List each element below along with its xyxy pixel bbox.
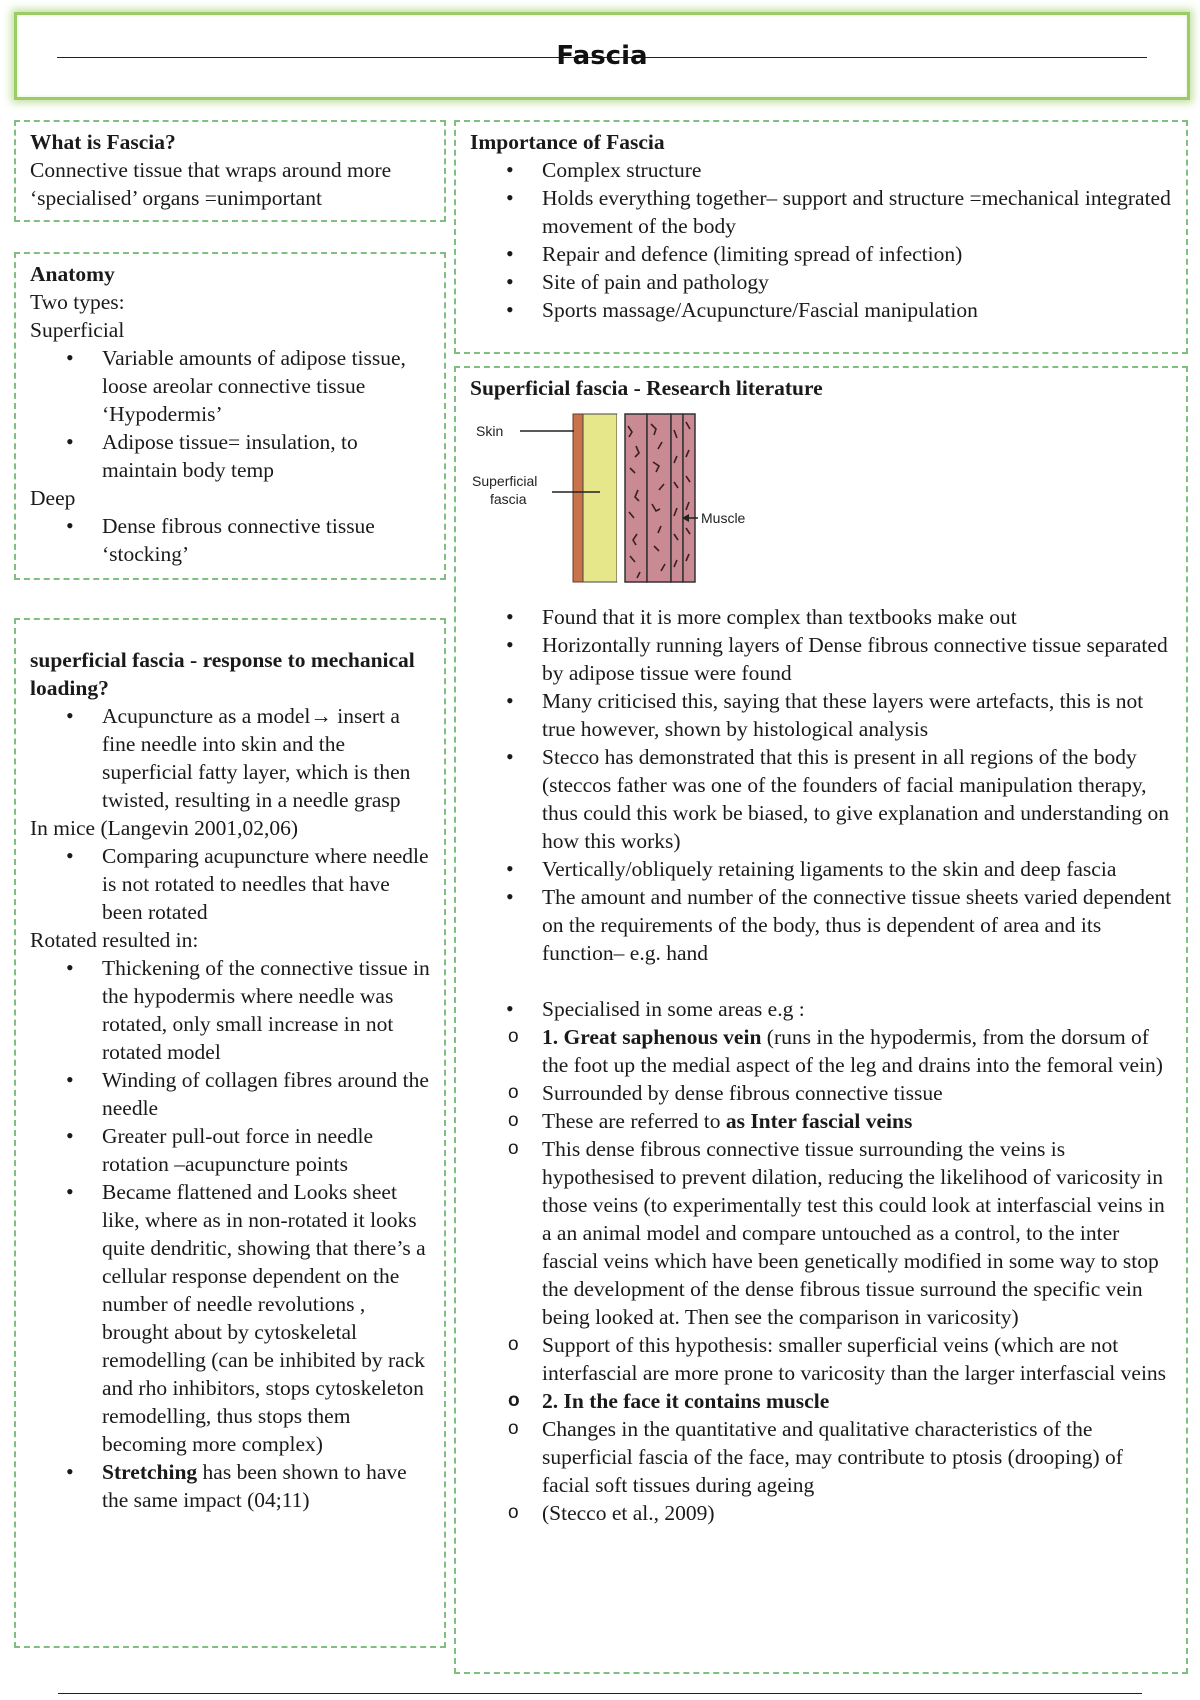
title-banner [14, 12, 1190, 100]
list-item: • Variable amounts of adipose tissue, loose areolar connective tissue ‘Hypodermis’ [102, 344, 430, 428]
list-item [542, 995, 1172, 1527]
label-superficial-fascia-2: fascia [490, 491, 527, 507]
research-findings-list [470, 603, 1172, 967]
fascia-gap [617, 414, 625, 582]
importance-box [454, 120, 1188, 354]
superficial-fascia-layer [583, 414, 617, 582]
deep-list [30, 512, 430, 568]
spacer [470, 967, 1172, 995]
specialised-text: Specialised in some areas e.g : [542, 997, 805, 1021]
sublist-item: o (Stecco et al., 2009) [542, 1499, 1172, 1527]
list-item: • Dense fibrous connective tissue ‘stocking’ [102, 512, 430, 568]
mechanical-loading-box [14, 618, 446, 1648]
sublist-item [542, 1023, 1172, 1079]
sublist-item: o Surrounded by dense fibrous connective tissue [542, 1079, 1172, 1107]
list-item: • Acupuncture as a model→ insert a fine needle into skin and the superficial fatty layer, which is then twisted, resulting in a needle grasp [102, 702, 430, 814]
sublist-item [542, 1387, 1172, 1415]
mechanical-heading: superficial fascia - response to mechanical loading? [30, 648, 415, 700]
referred-bold: as Inter fascial veins [725, 1109, 913, 1133]
list-item: • Complex structure [542, 156, 1172, 184]
list-item: • Repair and defence (limiting spread of infection) [542, 240, 1172, 268]
list-item: • The amount and number of the connective tissue sheets varied dependent on the requirements of the body, thus is dependent of area and its function– e.g. hand [542, 883, 1172, 967]
superficial-list [30, 344, 430, 484]
deep-label: Deep [30, 486, 76, 510]
list-item: • Holds everything together– support and structure =mechanical integrated movement of the body [542, 184, 1172, 240]
label-muscle: Muscle [701, 510, 746, 526]
rotated-results-list [30, 954, 430, 1514]
muscle-band [683, 414, 695, 582]
what-is-text: Connective tissue that wraps around more ‘specialised’ organs =unimportant [30, 158, 392, 210]
muscle-band [671, 414, 683, 582]
list-item: • Winding of collagen fibres around the needle [102, 1066, 430, 1122]
superficial-label: Superficial [30, 318, 125, 342]
sublist-item [542, 1107, 1172, 1135]
sublist-item: o Support of this hypothesis: smaller superficial veins (which are not interfascial are more prone to varicosity than the larger interfascial veins [542, 1331, 1172, 1387]
what-is-fascia-box [14, 120, 446, 222]
acupuncture-list [30, 702, 430, 814]
referred-text: These are referred to [542, 1109, 726, 1133]
research-heading: Superficial fascia - Research literature [470, 376, 823, 400]
importance-list [470, 156, 1172, 324]
stretching-bold: Stretching [102, 1460, 198, 1484]
sublist-item: o This dense fibrous connective tissue surrounding the veins is hypothesised to prevent dilation, reducing the likelihood of varicosity in those veins (to experimentally test this could look at interfascial veins in a an animal model and compare untouched as a control, to the inter fascial veins which have been genetically modified in some way to stop the development of the dense fibrous tissue surround the specific vein being looked at. Then see the comparison in varicosity) [542, 1135, 1172, 1331]
mice-label: In mice (Langevin 2001,02,06) [30, 816, 299, 840]
research-box [454, 366, 1188, 1674]
muscle-band [647, 414, 671, 582]
anatomy-box [14, 252, 446, 580]
list-item: • Site of pain and pathology [542, 268, 1172, 296]
specialised-list [470, 995, 1172, 1527]
specialised-sublist [470, 1023, 1172, 1527]
anatomy-intro: Two types: [30, 290, 125, 314]
gsv-bold: 1. Great saphenous vein [542, 1025, 762, 1049]
what-is-heading: What is Fascia? [30, 130, 176, 154]
list-item: • Stecco has demonstrated that this is present in all regions of the body (steccos father was one of the founders of facial manipulation therapy, thus could this work be biased, to give explanation and understanding on how this works) [542, 743, 1172, 855]
list-item: • Found that it is more complex than textbooks make out [542, 603, 1172, 631]
fascia-layers-figure [470, 406, 760, 586]
label-skin: Skin [476, 423, 504, 439]
face-bold: 2. In the face it contains muscle [542, 1389, 830, 1413]
anatomy-heading: Anatomy [30, 262, 115, 286]
list-item: • Sports massage/Acupuncture/Fascial manipulation [542, 296, 1172, 324]
stretching-text: has been shown to have the same impact (04;11) [102, 1460, 407, 1512]
importance-heading: Importance of Fascia [470, 130, 665, 154]
list-item: • Many criticised this, saying that these layers were artefacts, this is not true however, shown by histological analysis [542, 687, 1172, 743]
list-item: • Vertically/obliquely retaining ligaments to the skin and deep fascia [542, 855, 1172, 883]
list-item: • Thickening of the connective tissue in the hypodermis where needle was rotated, only small increase in not rotated model [102, 954, 430, 1066]
gsv-text: (runs in the hypodermis, from the dorsum of the foot up the medial aspect of the leg and drains into the femoral vein) [542, 1025, 1163, 1077]
list-item: • Adipose tissue= insulation, to maintain body temp [102, 428, 430, 484]
list-item: • Horizontally running layers of Dense fibrous connective tissue separated by adipose tissue were found [542, 631, 1172, 687]
list-item: • Comparing acupuncture where needle is not rotated to needles that have been rotated [102, 842, 430, 926]
comparison-list [30, 842, 430, 926]
bottom-rule [58, 1693, 1142, 1694]
rotated-label: Rotated resulted in: [30, 928, 199, 952]
list-item: • Became flattened and Looks sheet like, where as in non-rotated it looks quite dendritic, showing that there’s a cellular response dependent on the number of needle revolutions , brought about by cytoskeletal remodelling (can be inhibited by rack and rho inhibitors, stops cytoskeleton remodelling, thus stops them becoming more complex) [102, 1178, 430, 1458]
sublist-item: o Changes in the quantitative and qualitative characteristics of the superficial fascia of the face, may contribute to ptosis (drooping) of facial soft tissues during ageing [542, 1415, 1172, 1499]
skin-layer [573, 414, 583, 582]
list-item [102, 1458, 430, 1514]
page-title: Fascia [556, 41, 648, 71]
label-superficial-fascia-1: Superficial [472, 473, 538, 489]
list-item: • Greater pull-out force in needle rotation –acupuncture points [102, 1122, 430, 1178]
